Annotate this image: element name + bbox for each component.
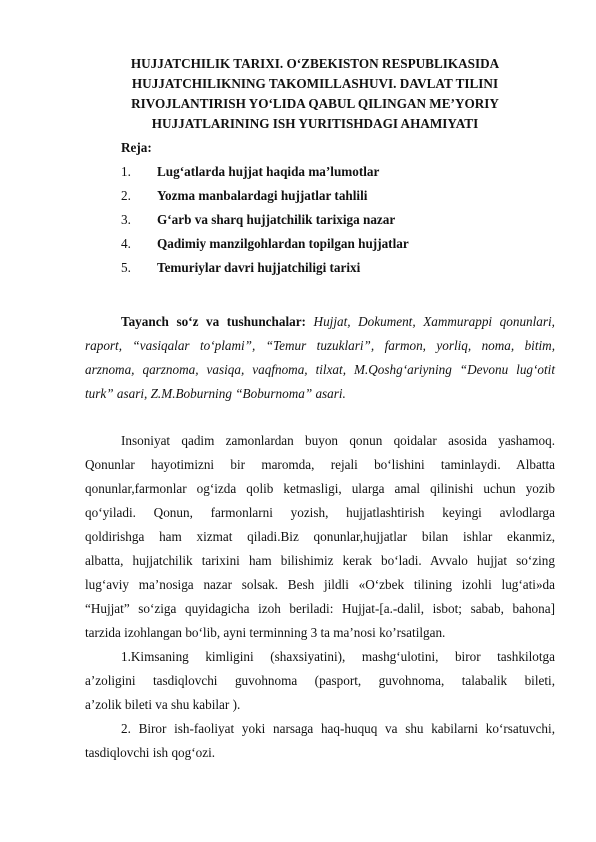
title-line: HUJJATCHILIK TARIXI. O‘ZBEKISTON RESPUBLIKASIDA <box>130 56 500 71</box>
plan-item-number: 2. <box>121 188 131 203</box>
plan-item-number: 1. <box>121 164 131 179</box>
document-title <box>100 54 530 134</box>
body-paragraph-3 <box>85 717 555 765</box>
plan-item <box>121 164 409 188</box>
keywords-line: arznoma, qarznoma, vasiqa, vaqfnoma, tilxat, M.Qoshg‘ariyning “Devonu lug‘otit <box>85 362 555 377</box>
keywords-paragraph <box>85 310 555 406</box>
body-line: 1.Kimsaning kimligini (shaxsiyatini), mashg‘ulotini, biror tashkilotga <box>121 649 555 664</box>
keywords-line: raport, “vasiqalar to‘plami”, “Temur tuzuklari”, farmon, yorliq, noma, bitim, <box>85 338 555 353</box>
body-line: “Hujjat” so‘ziga quyidagicha izoh beriladi: Hujjat-[a.-dalil, isbot; sabab, bahona] <box>85 601 555 616</box>
keywords-text: Hujjat, Dokument, Xammurappi qonunlari, <box>305 314 555 329</box>
plan-item-text: Yozma manbalardagi hujjatlar tahlili <box>157 188 368 203</box>
body-line: qo‘yiladi. Qonun, farmonlarni yozish, hujjatlashtirish keyingi avlodlarga <box>85 505 555 520</box>
plan-item <box>121 212 409 236</box>
body-line: a’zolik bileti va shu kabilar ). <box>85 697 241 712</box>
body-paragraph-2 <box>85 645 555 717</box>
body-line: lug‘aviy ma’nosiga nazar solsak. Besh jildli «O‘zbek tilining izohli lug‘ati»da <box>85 577 555 592</box>
body-line: a’zoligini tasdiqlovchi guvohnoma (pasport, guvohnoma, talabalik bileti, <box>85 673 555 688</box>
body-line: albatta, hujjatchilik tarixini ham bilishimiz kerak bo‘ladi. Avvalo hujjat so‘zing <box>85 553 555 568</box>
plan-item-number: 4. <box>121 236 131 251</box>
plan-item <box>121 236 409 260</box>
plan-heading: Reja: <box>121 140 152 155</box>
plan-item-text: Lug‘atlarda hujjat haqida ma’lumotlar <box>157 164 380 179</box>
plan-list <box>121 164 409 284</box>
body-line: qoldirishga ham xizmat qiladi.Biz qonunlar,hujjatlar bilan ishlar ekanmiz, <box>85 529 555 544</box>
body-line: tasdiqlovchi ish qog‘ozi. <box>85 745 216 760</box>
keywords-line <box>85 310 555 334</box>
plan-item-text: G‘arb va sharq hujjatchilik tarixiga nazar <box>157 212 396 227</box>
body-line: Qonunlar hayotimizni bir maromda, rejali bo‘lishini taminlaydi. Albatta <box>85 457 555 472</box>
plan-item-number: 3. <box>121 212 131 227</box>
plan-item-text: Temuriylar davri hujjatchiligi tarixi <box>157 260 361 275</box>
plan-item-text: Qadimiy manzilgohlardan topilgan hujjatlar <box>157 236 409 251</box>
body-line: Insoniyat qadim zamonlardan buyon qonun qoidalar asosida yashamoq. <box>121 433 555 448</box>
keywords-label: Tayanch so‘z va tushunchalar: <box>121 314 306 329</box>
body-line: qonunlar,farmonlar og‘izda qolib ketmasligi, ularga amal qilinishi uchun yozib <box>85 481 555 496</box>
title-line: RIVOJLANTIRISH YO‘LIDA QABUL QILINGAN ME’YORIY <box>131 96 499 111</box>
plan-item <box>121 188 409 212</box>
plan-item-number: 5. <box>121 260 131 275</box>
title-line: HUJJATCHILIKNING TAKOMILLASHUVI. DAVLAT TILINI <box>131 76 499 91</box>
body-line: 2. Biror ish-faoliyat yoki narsaga haq-huquq va shu kabilarni ko‘rsatuvchi, <box>121 721 555 736</box>
title-line: HUJJATLARINING ISH YURITISHDAGI AHAMIYATI <box>151 116 479 131</box>
body-paragraph-1 <box>85 429 555 645</box>
keywords-line: turk” asari, Z.M.Boburning “Boburnoma” asari. <box>85 386 346 401</box>
body-line: tarzida izohlangan bo‘lib, ayni terminning 3 ta ma’nosi ko’rsatilgan. <box>85 625 446 640</box>
plan-item <box>121 260 409 284</box>
